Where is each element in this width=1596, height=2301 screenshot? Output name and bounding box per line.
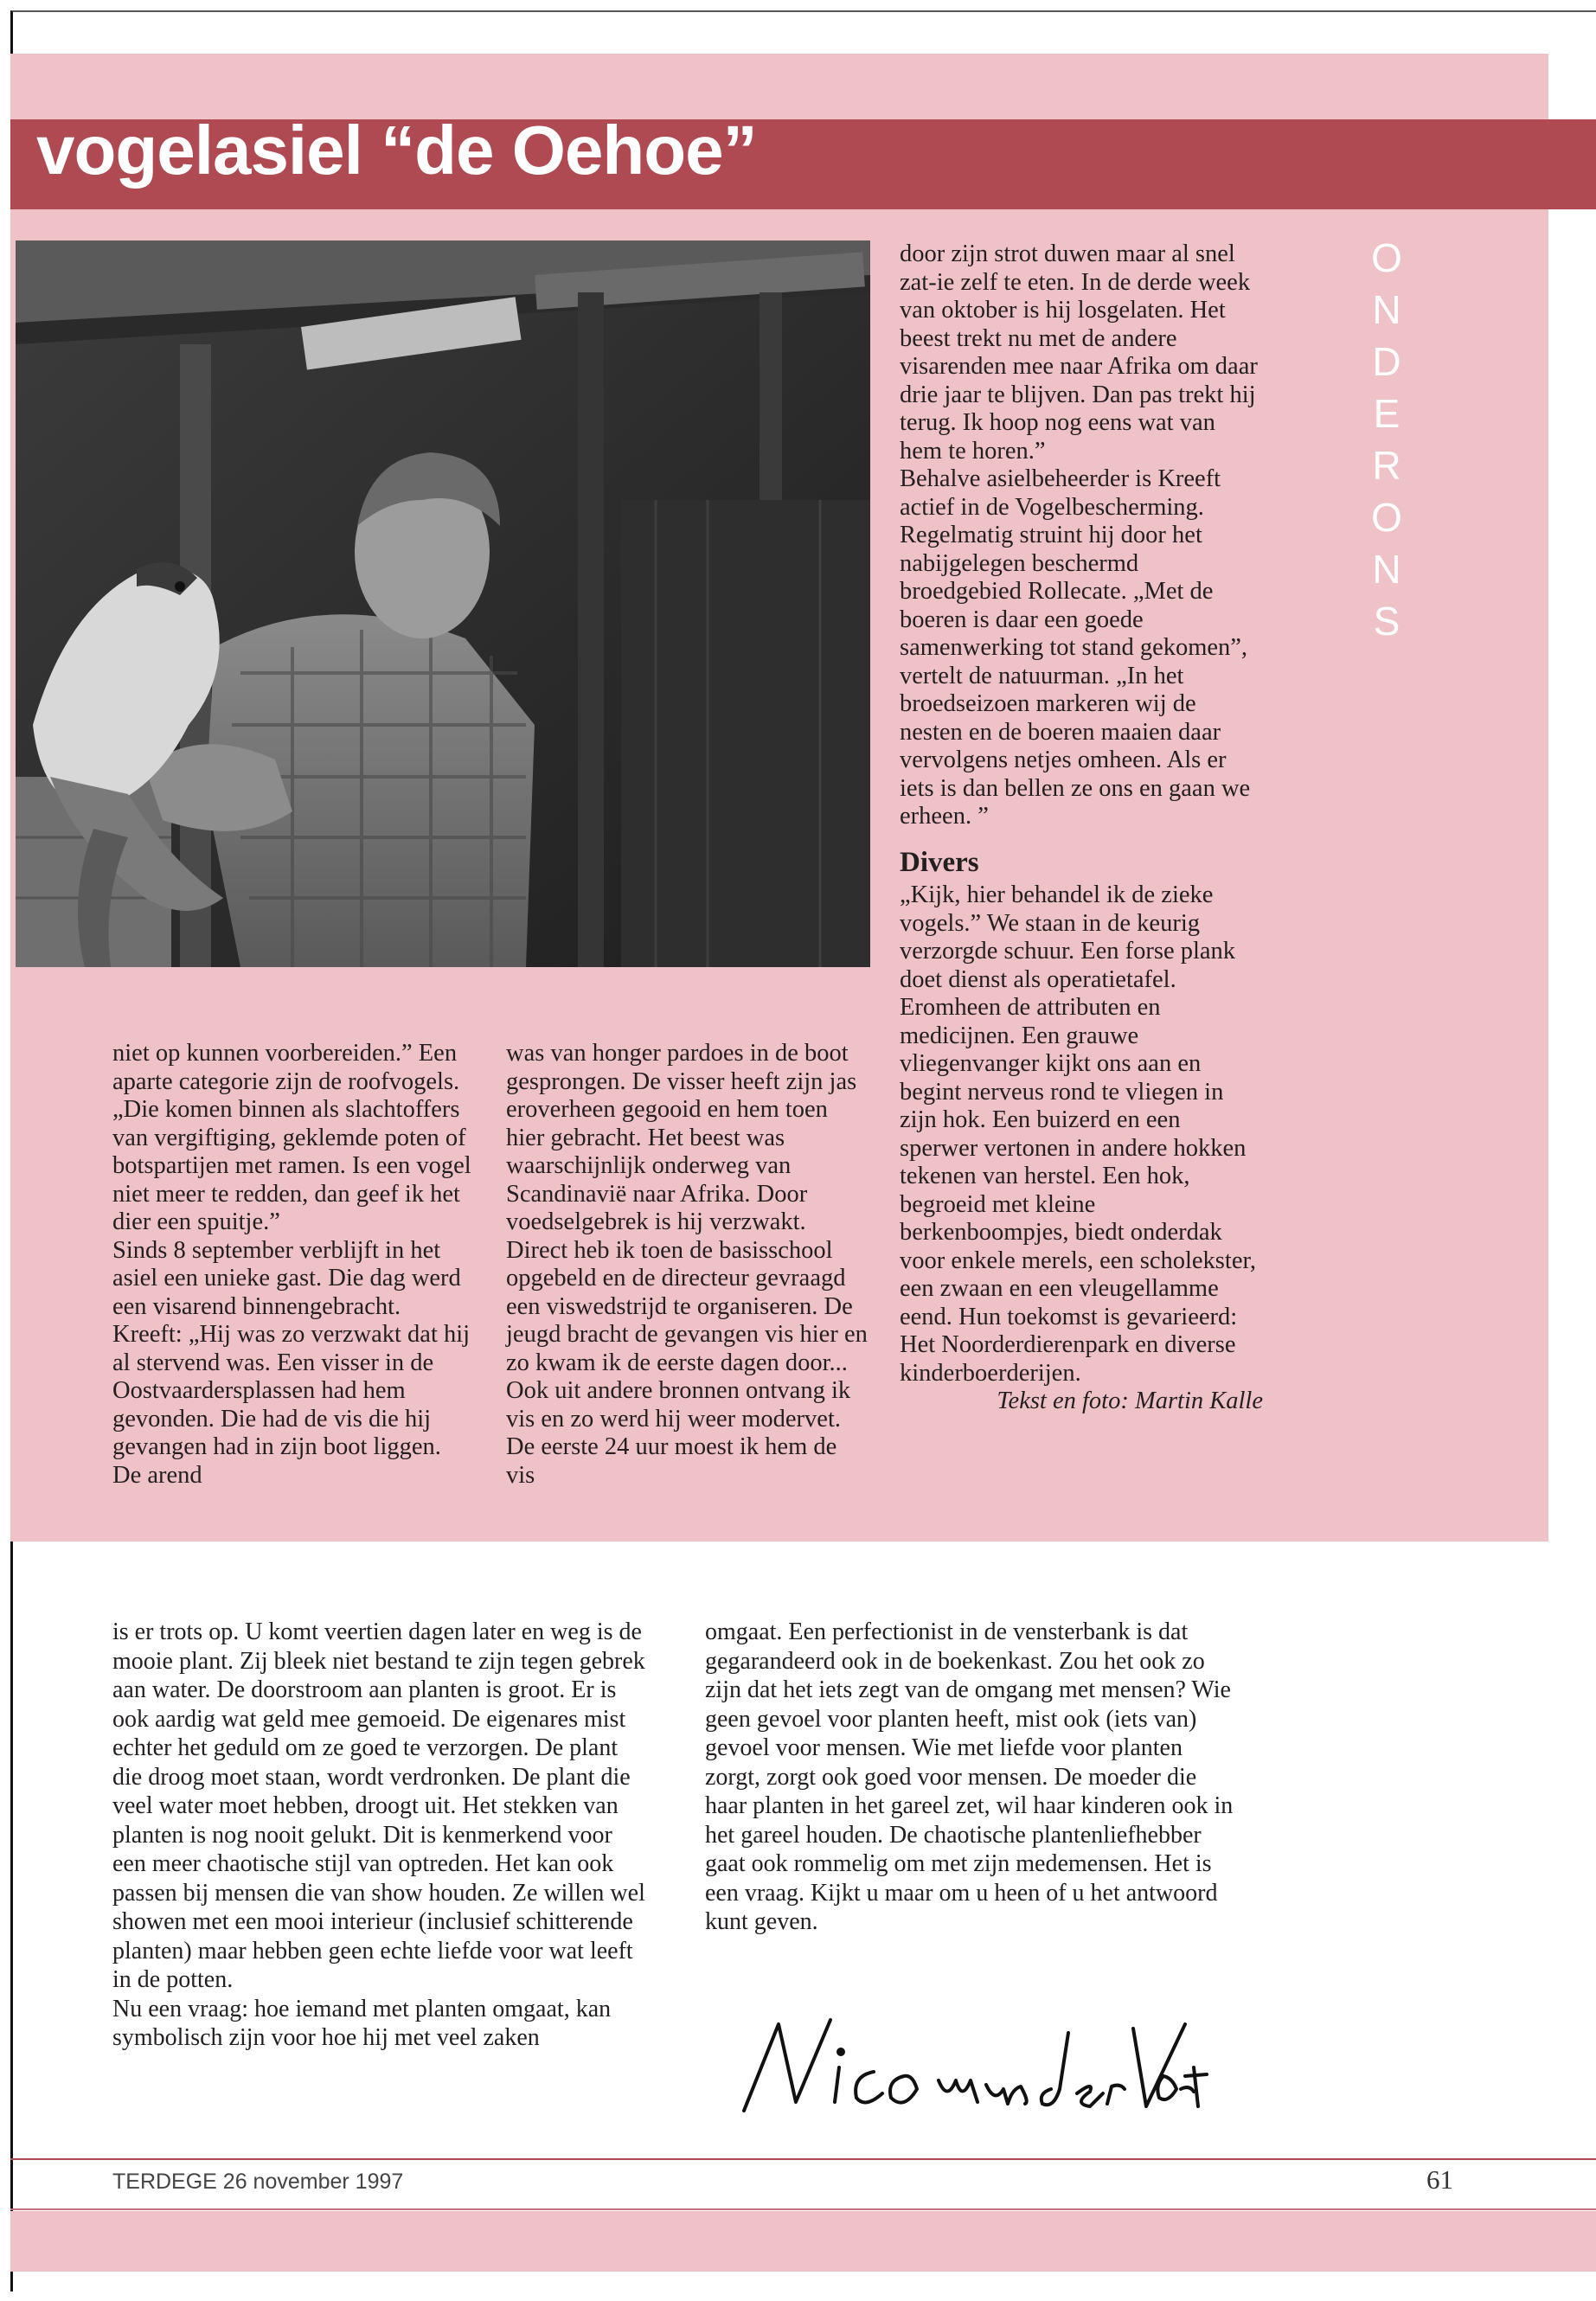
section-letter: R	[1372, 443, 1401, 488]
section-label	[1356, 232, 1417, 647]
paragraph: niet op kunnen voorbereiden.” Een aparte categorie zijn de roofvogels. „Die komen binnen als slachtoffers van vergiftiging, geklemde poten of botspartijen met ramen. Is een vogel niet meer te redden, dan geef ik het dier een spuitje.”	[112, 1040, 471, 1235]
section-letter: N	[1372, 547, 1401, 592]
section-letter: O	[1371, 495, 1402, 540]
section-letter: N	[1372, 287, 1401, 332]
column-e	[705, 1618, 1241, 1937]
column-c	[900, 240, 1263, 1416]
paragraph: Behalve asielbeheerder is Kreeft actief in de Vogelbescherming. Regelmatig struint hij door het nabijgelegen beschermd broedgebied Rollecate. „Met de boeren is daar een goede samenwerking tot stand gekomen”, vertelt de natuurman. „In het broedseizoen markeren wij de nesten en de boeren maaien daar vervolgens netjes omheen. Als er iets is dan bellen ze ons en gaan we erheen. ”	[900, 465, 1251, 830]
paragraph: was van honger pardoes in de boot gesprongen. De visser heeft zijn jas eroverheen gegooid en hem toen hier gebracht. Het beest was waarschijnlijk onderweg van Scandinavië naar Afrika. Door voedselgebrek is hij verzwakt. Direct heb ik toen de basisschool opgebeld en de directeur gevraagd een viswedstrijd te organiseren. De jeugd bracht de gevangen vis hier en zo kwam ik de eerste dagen door... Ook uit andere bronnen ontvang ik vis en zo werd hij weer modervet. De eerste 24 uur moest ik hem de vis	[506, 1040, 868, 1489]
publication-line: TERDEGE 26 november 1997	[112, 2170, 404, 2194]
paragraph: Nu een vraag: hoe iemand met planten omgaat, kan symbolisch zijn voor hoe hij met veel zaken	[112, 1995, 612, 2051]
article-photo	[16, 240, 870, 967]
paragraph: „Kijk, hier behandel ik de zieke vogels.” We staan in de keurig verzorgde schuur. Een forse plank doet dienst als operatietafel. Eromheen de attributen en medicijnen. Een grauwe vliegenvanger kijkt ons aan en begint nerveus rond te vliegen in zijn hok. Een buizerd en een sperwer vertonen in andere hokken tekenen van herstel. Een hok, begroeid met kleine berkenboompjes, biedt onderdak voor enkele merels, een scholekster, een zwaan en een vleugellamme eend. Hun toekomst is gevarieerd: Het Noorderdierenpark en diverse kinderboerderijen.	[900, 881, 1256, 1387]
column-b	[506, 1040, 869, 1490]
footer-rule	[10, 2208, 1596, 2210]
section-letter: O	[1371, 235, 1402, 280]
photo-credit: Tekst en foto: Martin Kalle	[997, 1388, 1263, 1414]
page-number: 61	[1426, 2164, 1453, 2195]
column-a	[112, 1040, 476, 1490]
article-title: vogelasiel “de Oehoe”	[36, 112, 757, 189]
section-letter: S	[1373, 599, 1401, 644]
man-holding-osprey-photo-icon	[16, 240, 870, 967]
footer-rule	[10, 2158, 1596, 2160]
paragraph: is er trots op. U komt veertien dagen later en weg is de mooie plant. Zij bleek niet bestand te zijn tegen gebrek aan water. De doorstroom aan planten is groot. Er is ook aardig wat geld mee gemoeid. De eigenares mist echter het geduld om ze goed te verzorgen. De plant die droog moet staan, wordt verdronken. De plant die veel water moet hebben, droogt uit. Het stekken van planten is nog nooit gelukt. Dit is kenmerkend voor een meer chaotische stijl van optreden. Het kan ook passen bij mensen die van show houden. Ze willen wel showen met een mooi interieur (inclusief schitterende planten) maar hebben geen echte liefde voor wat leeft in de potten.	[112, 1618, 645, 1993]
paragraph: omgaat. Een perfectionist in de vensterbank is dat gegarandeerd ook in de boekenkast. Zou het ook zo zijn dat het iets zegt van de omgang met mensen? Wie geen gevoel voor planten heeft, mist ook (iets van) gevoel voor mensen. Wie met liefde voor planten zorgt, zorgt ook goed voor mensen. De moeder die haar planten in het gareel zet, wil haar kinderen ook in het gareel houden. De chaotische plantenliefhebber gaat ook rommelig om met zijn medemensen. Het is een vraag. Kijkt u maar om u heen of u het antwoord kunt geven.	[705, 1618, 1234, 1935]
bottom-band	[10, 2211, 1596, 2272]
margin-strip	[1548, 208, 1596, 1541]
subheading: Divers	[900, 846, 979, 878]
section-letter: D	[1372, 339, 1401, 384]
paragraph: Sinds 8 september verblijft in het asiel een unieke gast. Die dag werd een visarend binnengebracht. Kreeft: „Hij was zo verzwakt dat hij al stervend was. Een visser in de Oostvaardersplassen had hem gevonden. Die had de vis die hij gevangen had in zijn boot liggen. De arend	[112, 1236, 471, 1489]
paragraph: door zijn strot duwen maar al snel zat-ie zelf te eten. In de derde week van oktober is hij losgelaten. Het beest trekt nu met de andere visarenden mee naar Afrika om daar drie jaar te blijven. Dan pas trekt hij terug. Ik hoop nog eens wat van hem te horen.”	[900, 240, 1258, 465]
column-d	[112, 1618, 649, 2053]
signature-icon	[727, 2007, 1211, 2137]
section-letter: E	[1373, 391, 1401, 436]
